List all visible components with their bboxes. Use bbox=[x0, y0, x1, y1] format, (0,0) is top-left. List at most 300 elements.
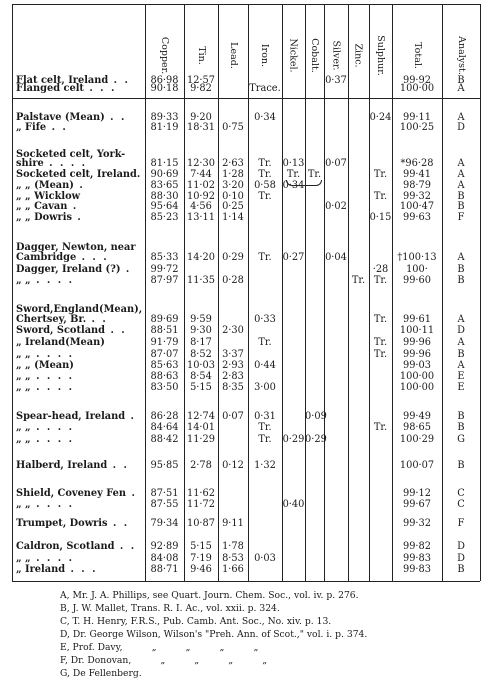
value-cell: ·28 bbox=[372, 264, 389, 275]
value-cell: 100·47 bbox=[399, 201, 435, 212]
value-cell: 100· bbox=[406, 264, 428, 275]
row-label bbox=[16, 337, 105, 348]
column-header-label: Analyst. bbox=[455, 35, 467, 75]
column-header-label: Copper. bbox=[158, 36, 170, 74]
value-cell: 1·28 bbox=[222, 169, 244, 180]
legend-text: Mr. J. A. Phillips, see Quart. Journ. Chem. Soc., vol. iv. p. 276. bbox=[69, 590, 359, 601]
value-cell: 0·12 bbox=[222, 460, 244, 471]
value-cell: Tr. bbox=[373, 169, 388, 180]
value-cell: 8·35 bbox=[222, 382, 244, 393]
row-label bbox=[16, 325, 127, 336]
value-cell: C bbox=[457, 488, 465, 499]
grouping-brace bbox=[286, 180, 322, 186]
leader-dots: . . . . bbox=[30, 382, 74, 393]
value-cell: 99·63 bbox=[402, 212, 432, 223]
value-cell: 90·69 bbox=[150, 169, 179, 180]
value-cell: B bbox=[457, 422, 465, 433]
value-cell: 0·75 bbox=[222, 122, 244, 133]
value-cell: 3·37 bbox=[222, 349, 244, 360]
value-cell: A bbox=[457, 360, 465, 371]
specimen-name: Dagger, Ireland (?) bbox=[16, 264, 121, 275]
value-cell: B bbox=[457, 275, 465, 286]
column-header bbox=[218, 10, 248, 100]
value-cell: 99·32 bbox=[402, 191, 432, 202]
value-cell: Tr. bbox=[258, 169, 272, 180]
value-cell: 99·11 bbox=[402, 112, 432, 123]
value-cell: 99·32 bbox=[402, 518, 432, 529]
value-cell: B bbox=[457, 191, 465, 202]
value-cell: Tr. bbox=[258, 337, 272, 348]
value-cell: A bbox=[457, 337, 465, 348]
specimen-name: „ Ireland bbox=[16, 564, 66, 575]
row-label bbox=[16, 201, 78, 212]
value-cell: 100·00 bbox=[399, 382, 435, 393]
value-cell: A bbox=[457, 83, 465, 94]
value-cell: 8·17 bbox=[190, 337, 212, 348]
specimen-name: „ „ bbox=[16, 371, 31, 382]
value-cell: B bbox=[457, 411, 465, 422]
value-cell: 0·33 bbox=[254, 314, 276, 325]
value-cell: 99·96 bbox=[402, 337, 432, 348]
value-cell: F bbox=[457, 212, 465, 223]
value-cell: 84·64 bbox=[150, 422, 179, 433]
value-cell: A bbox=[457, 169, 465, 180]
value-cell: A bbox=[457, 180, 465, 191]
value-cell: 87·51 bbox=[150, 488, 179, 499]
value-cell: 79·34 bbox=[150, 518, 179, 529]
value-cell: 14·20 bbox=[186, 252, 216, 263]
column-header-label: Sulphur. bbox=[375, 34, 387, 76]
row-rule bbox=[12, 581, 480, 582]
value-cell: D bbox=[457, 541, 465, 552]
row-label bbox=[16, 488, 137, 499]
value-cell: B bbox=[457, 264, 465, 275]
row-label bbox=[16, 169, 140, 180]
value-cell: 88·42 bbox=[150, 434, 179, 445]
value-cell: 87·97 bbox=[150, 275, 179, 286]
value-cell: 12·57 bbox=[186, 75, 216, 86]
column-header-label: Zinc. bbox=[353, 42, 365, 68]
leader-dots: . . . bbox=[76, 252, 109, 263]
specimen-name: „ „ (Mean) bbox=[16, 360, 74, 371]
row-label bbox=[16, 349, 74, 360]
specimen-name: „ „ Dowris bbox=[16, 212, 72, 223]
legend-entry bbox=[60, 629, 367, 640]
value-cell: D bbox=[457, 325, 465, 336]
value-cell: 85·23 bbox=[150, 212, 179, 223]
leader-dots: . . bbox=[104, 112, 127, 123]
row-label bbox=[16, 252, 109, 263]
legend-text: De Fellenberg. bbox=[69, 668, 142, 679]
row-label bbox=[16, 518, 129, 529]
leader-dots: . bbox=[73, 180, 85, 191]
legend-entry bbox=[60, 655, 267, 666]
specimen-name: „ „ bbox=[16, 553, 31, 564]
value-cell: 99·61 bbox=[402, 314, 432, 325]
legend-entry bbox=[60, 603, 280, 614]
value-cell: 0·13 bbox=[282, 158, 305, 169]
value-cell: 9·82 bbox=[190, 83, 212, 94]
specimen-name: Chertsey, Br. bbox=[16, 314, 87, 325]
value-cell: 100·00 bbox=[399, 371, 435, 382]
value-cell: 0·29 bbox=[282, 434, 305, 445]
leader-dots: . . . . bbox=[30, 434, 74, 445]
specimen-name: Flat celt, Ireland bbox=[16, 75, 109, 86]
column-header bbox=[324, 10, 348, 100]
leader-dots: . . bbox=[114, 541, 137, 552]
value-cell: 0·28 bbox=[222, 275, 244, 286]
value-cell: 0·25 bbox=[222, 201, 244, 212]
column-header-label: Nickel. bbox=[288, 37, 300, 73]
value-cell: 9·11 bbox=[222, 518, 244, 529]
analysis-table bbox=[12, 4, 492, 584]
value-cell: 0·15 bbox=[369, 212, 392, 223]
row-label bbox=[16, 264, 131, 275]
value-cell: 11·35 bbox=[186, 275, 216, 286]
leader-dots: . . bbox=[86, 314, 108, 325]
value-cell: 100·25 bbox=[399, 122, 435, 133]
value-cell: 8·53 bbox=[222, 553, 244, 564]
value-cell: Tr. bbox=[373, 349, 388, 360]
value-cell: Tr. bbox=[373, 275, 388, 286]
value-cell: 14·01 bbox=[186, 422, 216, 433]
legend-text: Dr. George Wilson, Wilson's "Preh. Ann. of Scot.," vol. i. p. 374. bbox=[69, 629, 368, 640]
value-cell: 3·20 bbox=[222, 180, 244, 191]
value-cell: 85·33 bbox=[150, 252, 179, 263]
value-cell: 9·20 bbox=[190, 112, 212, 123]
leader-dots: . . bbox=[107, 518, 130, 529]
value-cell: 8·52 bbox=[190, 349, 212, 360]
specimen-name: Sword,England(Mean), bbox=[16, 304, 143, 315]
value-cell: 0·07 bbox=[325, 158, 347, 169]
specimen-name: Caldron, Scotland bbox=[16, 541, 115, 552]
leader-dots: . . . . bbox=[30, 499, 74, 510]
legend-entry bbox=[60, 616, 331, 627]
specimen-name: „ „ bbox=[16, 382, 31, 393]
column-header-label: Tin. bbox=[195, 45, 207, 65]
value-cell: *96·28 bbox=[400, 158, 434, 169]
value-cell: C bbox=[457, 499, 465, 510]
column-header bbox=[282, 10, 305, 100]
value-cell: 84·08 bbox=[150, 553, 179, 564]
value-cell: 88·51 bbox=[150, 325, 179, 336]
value-cell: 98·65 bbox=[402, 422, 432, 433]
leader-dots: . . bbox=[107, 460, 129, 471]
leader-dots: . . . bbox=[83, 83, 117, 94]
specimen-name: „ Fife bbox=[16, 122, 47, 133]
value-cell: 87·07 bbox=[150, 349, 179, 360]
leader-dots: . bbox=[125, 411, 136, 422]
legend-text: J. W. Mallet, Trans. R. I. Ac., vol. xxii. p. 324. bbox=[69, 603, 280, 614]
specimen-name: Socketed celt, Ireland. bbox=[16, 169, 141, 180]
leader-dots: . . bbox=[108, 75, 130, 86]
value-cell: 95·85 bbox=[150, 460, 179, 471]
row-rule bbox=[12, 4, 480, 5]
leader-dots: . . . . bbox=[30, 275, 74, 286]
value-cell: 90·18 bbox=[150, 83, 179, 94]
value-cell: Tr. bbox=[373, 314, 388, 325]
value-cell: 92·89 bbox=[150, 541, 179, 552]
value-cell: 10·92 bbox=[186, 191, 216, 202]
row-label bbox=[16, 382, 74, 393]
value-cell: Tr. bbox=[258, 422, 272, 433]
value-cell: 10·03 bbox=[186, 360, 216, 371]
value-cell: 7·44 bbox=[190, 169, 212, 180]
value-cell: 2·63 bbox=[222, 158, 244, 169]
value-cell: 2·93 bbox=[222, 360, 244, 371]
legend-entry bbox=[60, 642, 258, 653]
value-cell: Tr. bbox=[258, 191, 272, 202]
value-cell: 99·96 bbox=[402, 349, 432, 360]
value-cell: 1·14 bbox=[222, 212, 244, 223]
value-cell: 99·82 bbox=[402, 541, 432, 552]
column-header-label: Iron. bbox=[259, 43, 271, 67]
row-label bbox=[16, 122, 68, 133]
value-cell: 2·30 bbox=[222, 325, 244, 336]
row-label bbox=[16, 371, 74, 382]
leader-dots: . bbox=[67, 201, 79, 212]
legend-text: T. H. Henry, F.R.S., Pub. Camb. Ant. Soc., No. xiv. p. 13. bbox=[69, 616, 332, 627]
legend-entry bbox=[60, 590, 359, 601]
specimen-name: „ „ bbox=[16, 422, 31, 433]
value-cell: 4·56 bbox=[190, 201, 212, 212]
value-cell: 0·29 bbox=[222, 252, 244, 263]
value-cell: B bbox=[457, 75, 465, 86]
value-cell: B bbox=[457, 201, 465, 212]
specimen-name: „ „ bbox=[16, 275, 31, 286]
value-cell: 11·72 bbox=[186, 499, 216, 510]
value-cell: 83·65 bbox=[150, 180, 179, 191]
value-cell: 85·63 bbox=[150, 360, 179, 371]
value-cell: 89·69 bbox=[150, 314, 179, 325]
value-cell: 10·87 bbox=[186, 518, 216, 529]
specimen-name: Trumpet, Dowris bbox=[16, 518, 108, 529]
legend-letter: B, bbox=[60, 603, 70, 614]
value-cell: 11·29 bbox=[186, 434, 216, 445]
value-cell: Tr. bbox=[373, 337, 388, 348]
value-cell: 0·07 bbox=[222, 411, 244, 422]
row-label bbox=[16, 275, 74, 286]
value-cell: A bbox=[457, 158, 465, 169]
leader-dots: . bbox=[126, 488, 137, 499]
value-cell: 99·83 bbox=[402, 564, 432, 575]
specimen-name: Spear-head, Ireland bbox=[16, 411, 126, 422]
value-cell: 1·78 bbox=[222, 541, 244, 552]
value-cell: 100·29 bbox=[399, 434, 435, 445]
value-cell: B bbox=[457, 564, 465, 575]
specimen-name: „ „ Wicklow bbox=[16, 191, 81, 202]
specimen-name: Socketed celt, York- bbox=[16, 149, 126, 160]
value-cell: A bbox=[457, 112, 465, 123]
value-cell: E bbox=[457, 382, 465, 393]
value-cell: 0·34 bbox=[282, 180, 305, 191]
leader-dots: . . bbox=[105, 325, 127, 336]
value-cell: 99·83 bbox=[402, 553, 432, 564]
leader-dots: . bbox=[71, 212, 83, 223]
value-cell: 11·02 bbox=[186, 180, 216, 191]
value-cell: 7·19 bbox=[190, 553, 212, 564]
value-cell: 99·12 bbox=[402, 488, 432, 499]
value-cell: 0·04 bbox=[325, 252, 347, 263]
value-cell: 0·40 bbox=[282, 499, 305, 510]
value-cell: Tr. bbox=[373, 191, 388, 202]
value-cell: Tr. bbox=[351, 275, 366, 286]
value-cell: 99·49 bbox=[402, 411, 432, 422]
specimen-name: „ „ Cavan bbox=[16, 201, 68, 212]
specimen-name: „ „ bbox=[16, 434, 31, 445]
value-cell: †100·13 bbox=[397, 252, 437, 263]
row-label bbox=[16, 314, 108, 325]
value-cell: 9·30 bbox=[190, 325, 212, 336]
specimen-name: „ Ireland(Mean) bbox=[16, 337, 105, 348]
specimen-name: Cambridge bbox=[16, 252, 77, 263]
value-cell: 0·31 bbox=[254, 411, 276, 422]
value-cell: B bbox=[457, 349, 465, 360]
value-cell: G bbox=[457, 434, 465, 445]
column-rule bbox=[12, 4, 13, 581]
value-cell: 1·32 bbox=[254, 460, 276, 471]
specimen-name: Palstave (Mean) bbox=[16, 112, 105, 123]
column-header-label: Total. bbox=[411, 41, 423, 69]
legend-text: Prof. Davy, „ „ „ „ bbox=[69, 642, 259, 653]
value-cell: 0·27 bbox=[282, 252, 305, 263]
row-label bbox=[16, 180, 85, 191]
value-cell: Trace. bbox=[249, 83, 281, 94]
value-cell: 11·62 bbox=[186, 488, 216, 499]
legend-letter: A, bbox=[60, 590, 70, 601]
value-cell: Tr. bbox=[258, 434, 272, 445]
value-cell: Tr. bbox=[373, 422, 388, 433]
value-cell: 0·34 bbox=[254, 112, 276, 123]
value-cell: E bbox=[457, 371, 465, 382]
column-header-label: Silver. bbox=[330, 39, 342, 71]
legend-letter: G, bbox=[60, 668, 70, 679]
value-cell: Tr. bbox=[307, 169, 322, 180]
leader-dots: . . . bbox=[65, 564, 98, 575]
legend-letter: E, bbox=[60, 642, 70, 653]
specimen-name: Flanged celt bbox=[16, 83, 84, 94]
specimen-name: Dagger, Newton, near bbox=[16, 242, 136, 253]
value-cell: 18·31 bbox=[186, 122, 216, 133]
value-cell: 100·07 bbox=[399, 460, 435, 471]
leader-dots: . . . . bbox=[30, 349, 74, 360]
row-label bbox=[16, 212, 83, 223]
value-cell: Tr. bbox=[258, 252, 272, 263]
row-label bbox=[16, 553, 74, 564]
value-cell: 2·78 bbox=[190, 460, 212, 471]
value-cell: 0·44 bbox=[254, 360, 276, 371]
row-label bbox=[16, 541, 136, 552]
leader-dots: . . . . bbox=[43, 158, 88, 169]
value-cell: 99·41 bbox=[402, 169, 432, 180]
value-cell: 9·46 bbox=[190, 564, 212, 575]
value-cell: 0·10 bbox=[222, 191, 244, 202]
row-label bbox=[16, 83, 116, 94]
value-cell: 8·54 bbox=[190, 371, 212, 382]
value-cell: D bbox=[457, 553, 465, 564]
value-cell: 0·29 bbox=[305, 434, 327, 445]
value-cell: 0·58 bbox=[254, 180, 276, 191]
value-cell: B bbox=[457, 460, 465, 471]
legend-text: Dr. Donovan, „ „ „ „ bbox=[67, 655, 268, 666]
column-header bbox=[305, 10, 324, 100]
leader-dots: . bbox=[120, 264, 132, 275]
value-cell: 81·19 bbox=[150, 122, 179, 133]
value-cell: 99·92 bbox=[402, 75, 432, 86]
value-cell: A bbox=[457, 252, 465, 263]
column-rule bbox=[480, 4, 481, 581]
value-cell: 99·67 bbox=[402, 499, 432, 510]
value-cell: 88·63 bbox=[150, 371, 179, 382]
value-cell: 2·83 bbox=[222, 371, 244, 382]
value-cell: 87·55 bbox=[150, 499, 179, 510]
specimen-name: shire bbox=[16, 158, 44, 169]
value-cell: 1·66 bbox=[222, 564, 244, 575]
value-cell: 0·02 bbox=[325, 201, 347, 212]
specimen-name: Shield, Coveney Fen bbox=[16, 488, 127, 499]
value-cell: 91·79 bbox=[150, 337, 179, 348]
value-cell: 5·15 bbox=[190, 541, 212, 552]
value-cell: 0·09 bbox=[305, 411, 327, 422]
value-cell: 100·11 bbox=[399, 325, 435, 336]
value-cell: F bbox=[457, 518, 465, 529]
value-cell: 83·50 bbox=[150, 382, 179, 393]
value-cell: 12·74 bbox=[186, 411, 216, 422]
specimen-name: „ „ bbox=[16, 499, 31, 510]
value-cell: 3·00 bbox=[254, 382, 276, 393]
specimen-name: Halberd, Ireland bbox=[16, 460, 108, 471]
row-label bbox=[16, 460, 129, 471]
legend-letter: F, bbox=[60, 655, 68, 666]
value-cell: 99·72 bbox=[150, 264, 179, 275]
row-label bbox=[16, 158, 87, 169]
column-header-label: Lead. bbox=[227, 41, 239, 69]
value-cell: D bbox=[457, 122, 465, 133]
specimen-name: Sword, Scotland bbox=[16, 325, 106, 336]
specimen-name: „ „ bbox=[16, 349, 31, 360]
row-label bbox=[16, 564, 98, 575]
leader-dots: . . bbox=[46, 122, 68, 133]
row-label bbox=[16, 499, 74, 510]
value-cell: 100·00 bbox=[399, 83, 435, 94]
value-cell: 98·79 bbox=[402, 180, 432, 191]
value-cell: 86·28 bbox=[150, 411, 179, 422]
value-cell: 13·11 bbox=[186, 212, 216, 223]
value-cell: Tr. bbox=[286, 169, 301, 180]
value-cell: 0·37 bbox=[325, 75, 347, 86]
leader-dots: . . . . bbox=[30, 371, 74, 382]
legend-letter: C, bbox=[60, 616, 70, 627]
value-cell: 88·71 bbox=[150, 564, 179, 575]
value-cell: 9·59 bbox=[190, 314, 212, 325]
value-cell: Tr. bbox=[258, 158, 272, 169]
value-cell: 89·33 bbox=[150, 112, 179, 123]
leader-dots: . . . . bbox=[30, 422, 74, 433]
column-header bbox=[348, 10, 369, 100]
specimen-name: „ „ (Mean) bbox=[16, 180, 74, 191]
legend-letter: D, bbox=[60, 629, 70, 640]
row-label bbox=[16, 360, 74, 371]
value-cell: 0·24 bbox=[369, 112, 392, 123]
row-label bbox=[16, 434, 74, 445]
value-cell: 12·30 bbox=[186, 158, 216, 169]
row-label bbox=[16, 422, 74, 433]
value-cell: 5·15 bbox=[190, 382, 212, 393]
value-cell: 86·98 bbox=[150, 75, 179, 86]
value-cell: 0·03 bbox=[254, 553, 276, 564]
column-header-label: Cobalt. bbox=[309, 37, 321, 73]
row-label bbox=[16, 411, 136, 422]
